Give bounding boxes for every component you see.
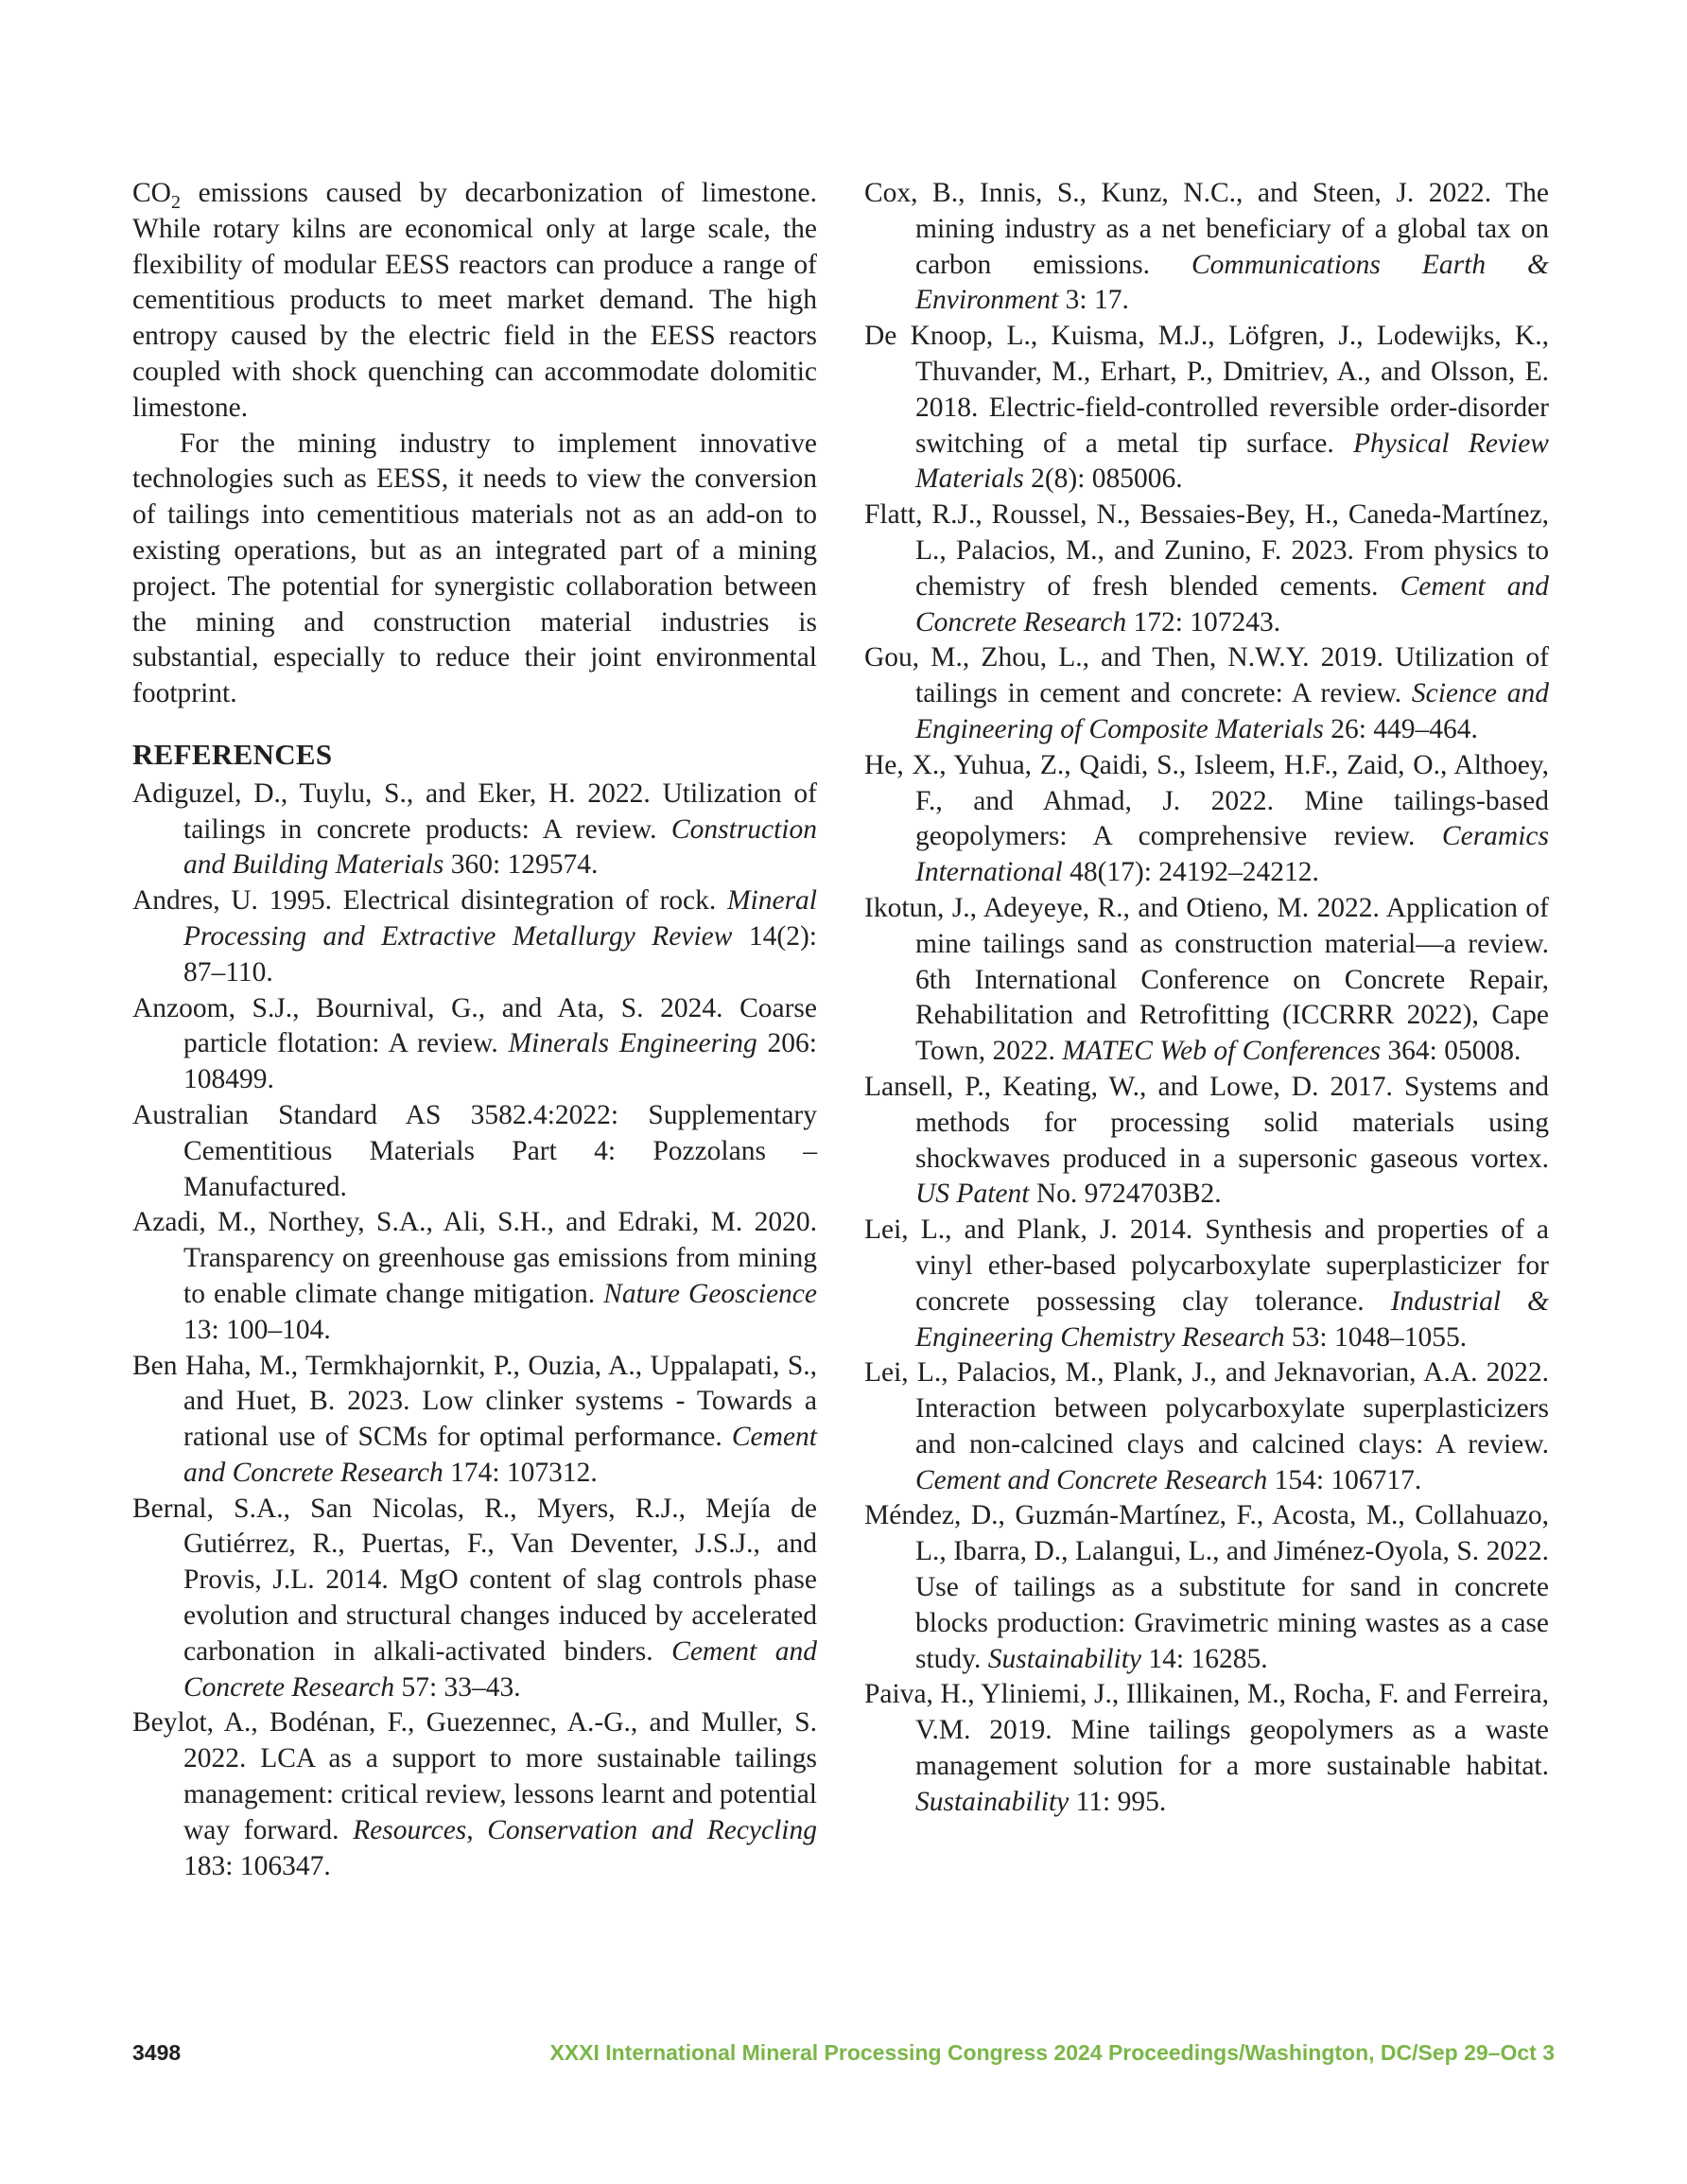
reference-entry [132,1705,817,1884]
reference-entry [864,640,1549,747]
reference-entry [132,777,817,883]
reference-text: Flatt, R.J., Roussel, N., Bessaies-Bey, H., Caneda-Martínez, L., Palacios, M., and Zunino, F. 2023. From physics to chemistry of fresh blended cements. [864,499,1549,602]
reference-venue: Nature Geoscience [603,1278,817,1309]
reference-text: Azadi, M., Northey, S.A., Ali, S.H., and Edraki, M. 2020. Transparency on greenhouse gas emissions from mining to enable climate change mitigation. [132,1207,817,1309]
reference-entry [864,891,1549,1070]
reference-list-right [864,176,1549,1821]
reference-text: Gou, M., Zhou, L., and Then, N.W.Y. 2019. Utilization of tailings in cement and concrete: A review. [864,642,1549,709]
reference-entry [864,1213,1549,1355]
reference-volume: 26: 449–464. [1323,713,1478,744]
paragraph-text: emissions caused by decarbonization of limestone. While rotary kilns are economical only at large scale, the flexibility of modular EESS reactors can produce a range of cementitious products to meet market demand. The high entropy caused by the electric field in the EESS reactors coupled with shock quenching can accommodate dolomitic limestone. [132,178,817,423]
reference-text: Adiguzel, D., Tuylu, S., and Eker, H. 2022. Utilization of tailings in concrete products: A review. [132,778,817,845]
reference-volume: 13: 100–104. [183,1314,331,1345]
reference-entry [864,748,1549,891]
reference-volume: 48(17): 24192–24212. [1062,857,1319,888]
reference-entry [864,1070,1549,1213]
reference-entry [132,1349,817,1492]
reference-volume: 154: 106717. [1267,1464,1422,1495]
co2-lead: CO [132,178,171,208]
reference-volume: 172: 107243. [1126,606,1281,638]
reference-entry [132,883,817,990]
reference-volume: 57: 33–43. [394,1671,521,1703]
reference-venue: Science and Engineering of Composite Materials [915,678,1549,744]
reference-entry [864,498,1549,640]
page-number: 3498 [132,2040,182,2065]
reference-venue: Sustainability [987,1643,1142,1674]
reference-text: De Knoop, L., Kuisma, M.J., Löfgren, J., Lodewijks, K., Thuvander, M., Erhart, P., Dmitriev, A., and Olsson, E. 2018. Electric-field-controlled reversible order-disorder switching of a metal tip surface. [864,321,1549,459]
reference-venue: Sustainability [915,1786,1070,1817]
reference-entry [864,1498,1549,1677]
reference-volume: 14: 16285. [1141,1643,1268,1674]
reference-text: Lei, L., Palacios, M., Plank, J., and Jeknavorian, A.A. 2022. Interaction between polycarboxylate superplasticizers and non-calcined clays and calcined clays: A review. [864,1357,1549,1459]
reference-venue: Construction and Building Materials [183,813,817,881]
reference-volume: 2(8): 085006. [1023,463,1183,495]
reference-volume: 360: 129574. [443,849,599,881]
reference-text: Ikotun, J., Adeyeye, R., and Otieno, M. 2022. Application of mine tailings sand as construction material—a review. 6th International Conference on Concrete Repair, Rehabilitation and Retrofitting (ICCRRR 2022), Cape Town, 2022. [864,892,1549,1067]
reference-text: Ben Haha, M., Termkhajornkit, P., Ouzia, A., Uppalapati, S., and Huet, B. 2023. Low clinker systems - Towards a rational use of SCMs for optimal performance. [132,1350,817,1453]
reference-text: Lei, L., and Plank, J. 2014. Synthesis and properties of a vinyl ether-based polycarboxylate superplasticizer for concrete possessing clay tolerance. [864,1214,1549,1317]
reference-venue: Cement and Concrete Research [183,1635,817,1703]
reference-volume: 183: 106347. [183,1850,331,1881]
body-paragraph: For the mining industry to implement innovative technologies such as EESS, it needs to view the conversion of tailings into cementitious materials not as an add-on to existing operations, but as an integrated part of a mining project. The potential for synergistic collaboration between the mining and construction material industries is substantial, especially to reduce their joint environmental footprint. [132,428,817,709]
reference-text: Andres, U. 1995. Electrical disintegration of rock. [132,885,727,917]
reference-venue: Industrial & Engineering Chemistry Research [915,1285,1549,1353]
reference-text: Lansell, P., Keating, W., and Lowe, D. 2017. Systems and methods for processing solid materials using shockwaves produced in a supersonic gaseous vortex. [864,1071,1549,1174]
reference-text: Anzoom, S.J., Bournival, G., and Ata, S. 2024. Coarse particle flotation: A review. [132,992,817,1059]
reference-venue: Cement and Concrete Research [183,1422,817,1488]
reference-entry [132,1205,817,1348]
co2-subscript: 2 [170,191,181,213]
reference-volume: 53: 1048–1055. [1284,1321,1468,1353]
reference-entry [864,176,1549,319]
reference-volume: 11: 995. [1069,1786,1167,1817]
reference-venue: Cement and Concrete Research [915,570,1549,638]
reference-text: Méndez, D., Guzmán-Martínez, F., Acosta, M., Collahuazo, L., Ibarra, D., Lalangui, L., and Jiménez-Oyola, S. 2022. Use of tailings as a substitute for sand in concrete blocks production: Gravimetric mining wastes as a case study. [864,1500,1549,1674]
reference-venue: Communications Earth & Environment [915,249,1550,316]
reference-venue: MATEC Web of Conferences [1062,1036,1382,1067]
reference-venue: Resources, Conservation and Recycling [353,1814,817,1845]
reference-text: Bernal, S.A., San Nicolas, R., Myers, R.J., Mejía de Gutiérrez, R., Puertas, F., Van Deventer, J.S.J., and Provis, J.L. 2014. MgO content of slag controls phase evolution and structural changes induced by accelerated carbonation in alkali-activated binders. [132,1493,817,1667]
references-heading: REFERENCES [132,737,333,771]
reference-venue: Cement and Concrete Research [915,1464,1268,1495]
reference-volume: 364: 05008. [1381,1036,1522,1067]
right-column [864,176,1549,1821]
reference-entry [864,319,1549,498]
reference-volume: 174: 107312. [443,1457,598,1488]
reference-entry [132,991,817,1098]
reference-text: Cox, B., Innis, S., Kunz, N.C., and Steen, J. 2022. The mining industry as a net beneficiary of a global tax on carbon emissions. [864,178,1549,280]
reference-text: Paiva, H., Yliniemi, J., Illikainen, M., Rocha, F. and Ferreira, V.M. 2019. Mine tailings geopolymers as a waste management solution for a more sustainable habitat. [864,1679,1549,1782]
reference-entry [864,1677,1549,1820]
body-paragraph [132,176,817,427]
reference-list-left [132,777,817,1885]
reference-text: He, X., Yuhua, Z., Qaidi, S., Isleem, H.F., Zaid, O., Althoey, F., and Ahmad, J. 2022. Mine tailings-based geopolymers: A comprehensive review. [864,749,1549,852]
reference-text: Australian Standard AS 3582.4:2022: Supplementary Cementitious Materials Part 4: Pozzolans – Manufactured. [132,1099,817,1202]
reference-text: Beylot, A., Bodénan, F., Guezennec, A.-G., and Muller, S. 2022. LCA as a support to more sustainable tailings management: critical review, lessons learnt and potential way forward. [132,1707,817,1845]
reference-entry [864,1355,1549,1498]
reference-volume: No. 9724703B2. [1029,1179,1222,1210]
reference-venue: Physical Review Materials [915,428,1549,495]
journal-line: XXXI International Mineral Processing Congress 2024 Proceedings/Washington, DC/Sep 29–Oct 3 [549,2040,1555,2065]
reference-volume: 206: 108499. [183,1028,817,1095]
reference-venue: Mineral Processing and Extractive Metallurgy Review [183,885,817,952]
reference-venue: US Patent [915,1179,1030,1210]
reference-volume: 3: 17. [1058,285,1129,316]
reference-venue: Minerals Engineering [508,1028,757,1059]
left-column [132,176,817,1884]
reference-entry [132,1492,817,1706]
reference-volume: 14(2): 87–110. [183,920,818,987]
reference-venue: Ceramics International [915,821,1549,888]
reference-entry [132,1098,817,1205]
